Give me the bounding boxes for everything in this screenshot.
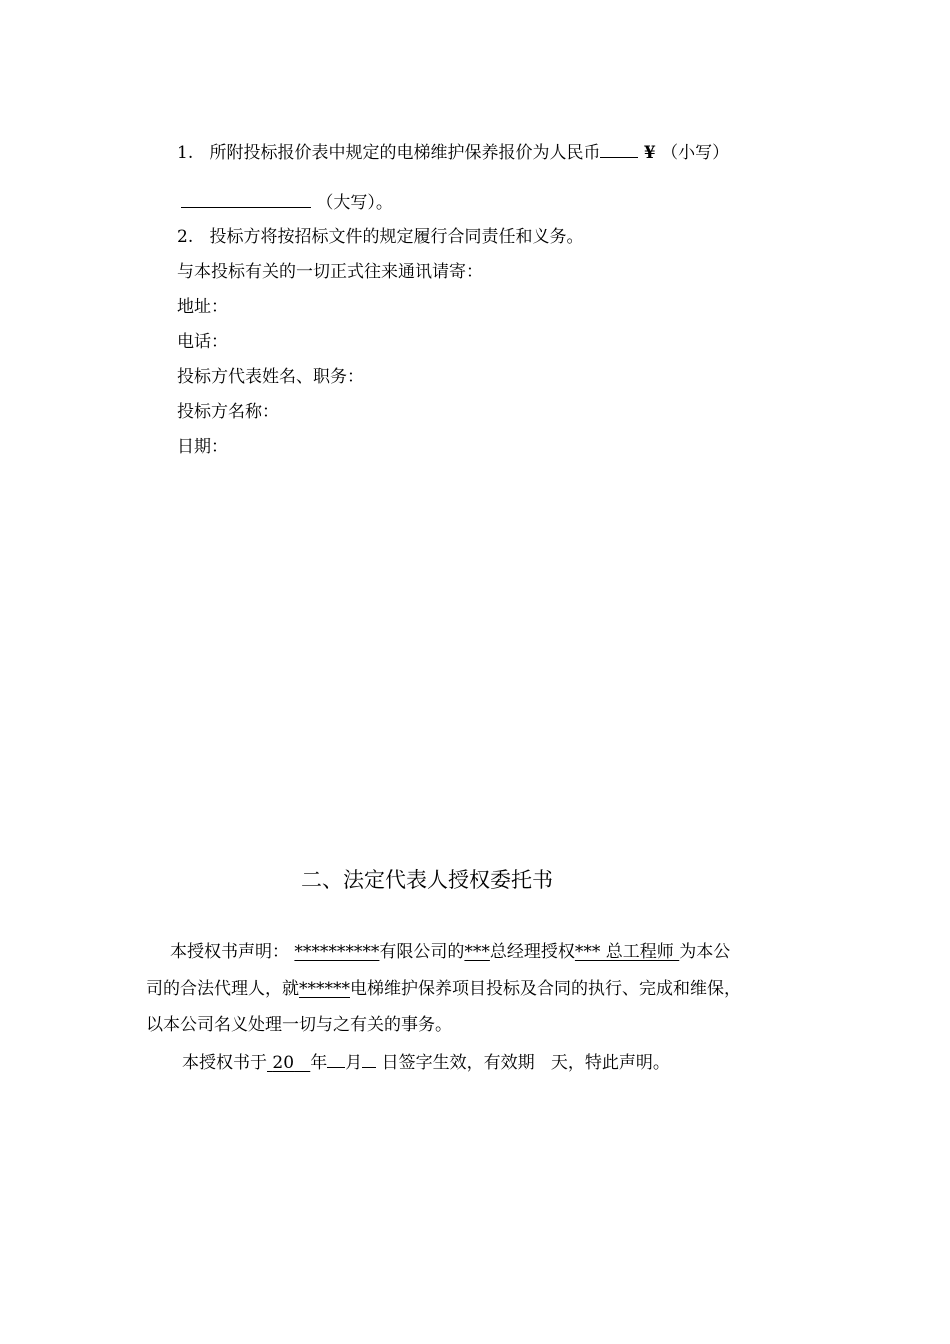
section-title: 二、法定代表人授权委托书 xyxy=(301,868,553,892)
phone-label: 电话： xyxy=(177,332,228,352)
bidder-name-label: 投标方名称： xyxy=(177,402,279,422)
item-1-text: 所附投标报价表中规定的电梯维护保养报价为人民币 xyxy=(209,143,601,163)
declaration-label: 本授权书声明： xyxy=(170,942,289,962)
item-2 xyxy=(177,226,583,248)
representative-label: 投标方代表姓名、职务： xyxy=(177,367,364,387)
month-label: 月 xyxy=(345,1053,363,1073)
chief-engineer-field: *** 总工程师 xyxy=(574,942,680,962)
correspondence-line: 与本投标有关的一切正式往来通讯请寄： xyxy=(177,262,483,282)
item-1 xyxy=(177,140,729,164)
item-2-number: 2. xyxy=(177,227,194,247)
year-value: 20 xyxy=(272,1053,295,1073)
validity-text: 日签字生效，有效期 xyxy=(381,1053,535,1073)
validity-days-text: 天，特此声明。 xyxy=(550,1053,670,1073)
line-1-tail: 为本公 xyxy=(679,942,731,962)
auth-paragraph-line-3: 以本公司名义处理一切与之有关的事务。 xyxy=(146,1015,452,1035)
address-label: 地址： xyxy=(177,297,228,317)
company-name-field: ********** xyxy=(294,942,380,962)
small-caps-label: （小写） xyxy=(661,143,730,163)
item-2-text: 投标方将按招标文件的规定履行合同责任和义务。 xyxy=(209,227,584,247)
month-blank xyxy=(327,1050,345,1068)
big-amount-line xyxy=(181,190,393,214)
day-blank xyxy=(362,1050,376,1068)
yen-symbol: ¥ xyxy=(643,143,656,163)
effective-date-prefix: 本授权书于 xyxy=(182,1053,267,1073)
project-scope-text: 电梯维护保养项目投标及合同的执行、完成和维保， xyxy=(350,979,741,999)
item-1-number: 1. xyxy=(177,143,194,163)
big-caps-label: （大写）。 xyxy=(316,193,393,213)
effective-date-line xyxy=(182,1050,670,1074)
year-label: 年 xyxy=(310,1053,328,1073)
big-amount-blank xyxy=(181,190,311,208)
legal-agent-text: 司的合法代理人，就 xyxy=(146,979,299,999)
date-label: 日期： xyxy=(177,437,228,457)
auth-paragraph-line-1 xyxy=(170,941,730,963)
project-name-field: ****** xyxy=(299,979,350,999)
company-suffix: 有限公司的 xyxy=(379,942,465,962)
auth-paragraph-line-2 xyxy=(146,978,741,1000)
gm-authorizes-text: 总经理授权 xyxy=(489,942,575,962)
year-field xyxy=(267,1053,310,1073)
small-amount-blank xyxy=(600,140,638,158)
general-manager-field: *** xyxy=(464,942,490,962)
